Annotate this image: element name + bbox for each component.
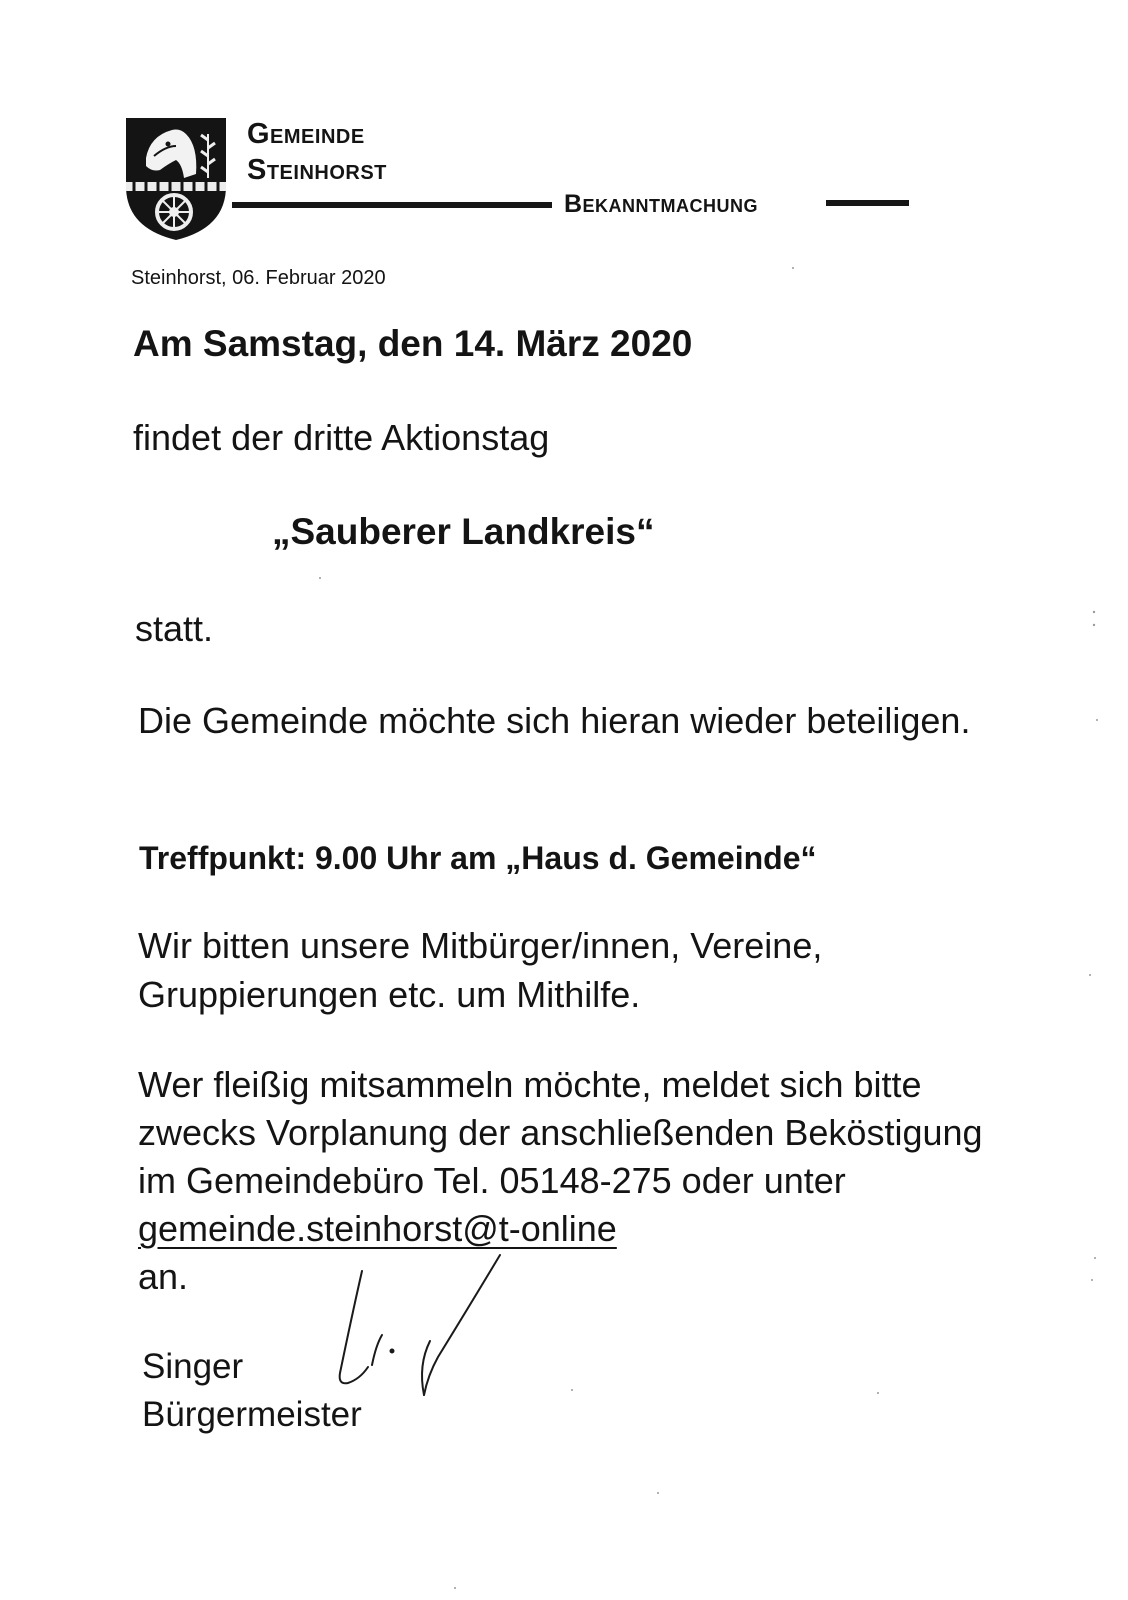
headline-date: Am Samstag, den 14. März 2020 [133,323,693,364]
header-rule-right [826,200,909,206]
registration-paragraph [138,1061,998,1301]
intro-line: findet der dritte Aktionstag [133,417,550,458]
organization-name-line1: Gemeinde [247,118,365,150]
handwritten-signature [300,1245,540,1415]
organization-name-line2: Steinhorst [247,154,387,186]
signatory-name: Singer [142,1347,244,1386]
signatory-title: Bürgermeister [142,1395,362,1434]
statt-line: statt. [135,608,214,649]
email-link[interactable]: gemeinde.steinhorst@t-online [138,1208,617,1249]
document-type-label: Bekanntmachung [564,190,759,218]
participation-paragraph: Die Gemeinde möchte sich hieran wieder beteiligen. [138,700,971,741]
event-name: „Sauberer Landkreis“ [272,511,655,552]
date-line: Steinhorst, 06. Februar 2020 [131,267,386,289]
header-rule-left [232,202,552,208]
registration-end: an. [138,1256,189,1297]
coat-of-arms-horse-wheel-icon [124,116,228,242]
registration-text: Wer fleißig mitsammeln möchte, meldet sich bitte zwecks Vorplanung der anschließenden Beköstigung im Gemeindebüro Tel. 05148-275 oder unter [138,1064,983,1201]
meeting-point: Treffpunkt: 9.00 Uhr am „Haus d. Gemeinde“ [139,840,817,876]
appeal-paragraph: Wir bitten unsere Mitbürger/innen, Vereine, Gruppierungen etc. um Mithilfe. [138,925,823,1015]
